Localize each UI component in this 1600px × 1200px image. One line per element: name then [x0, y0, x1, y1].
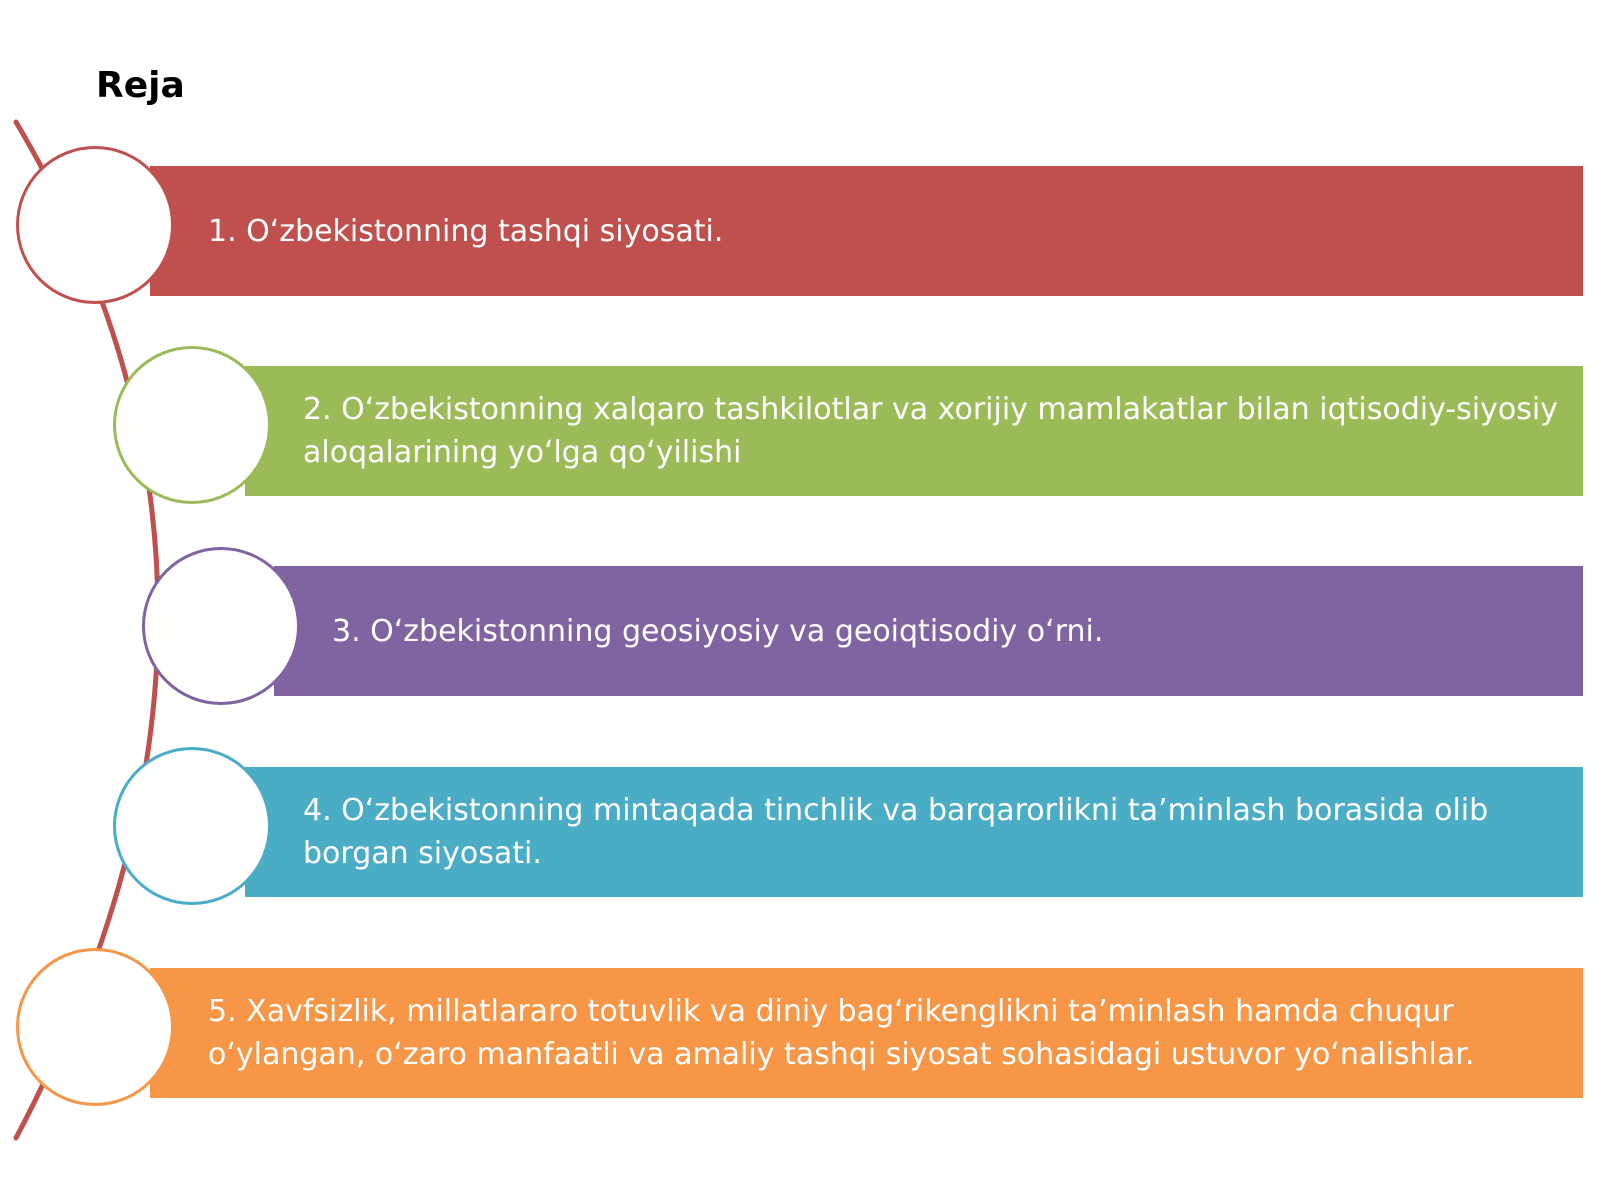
plan-item-2-circle [113, 346, 271, 504]
plan-item-3-text: 3. O‘zbekistonning geosiyosiy va geoiqtisodiy o‘rni. [332, 613, 1104, 649]
plan-item-1-text: 1. O‘zbekistonning tashqi siyosati. [208, 213, 724, 249]
plan-item-2-text: 2. O‘zbekistonning xalqaro tashkilotlar va xorijiy mamlakatlar bilan iqtisodiy-siyosiy aloqalarining yo‘lga qo‘yilishi [303, 392, 1558, 470]
plan-item-1-band [150, 166, 1583, 296]
plan-item-4-text: 4. O‘zbekistonning mintaqada tinchlik va barqarorlikni ta’minlash borasida olib borgan siyosati. [303, 793, 1489, 871]
plan-item-4-band [245, 767, 1583, 897]
plan-item-5-text: 5. Xavfsizlik, millatlararo totuvlik va diniy bag‘rikenglikni ta’minlash hamda chuqur o‘ylangan, o‘zaro manfaatli va amaliy tashqi siyosat sohasidagi ustuvor yo‘nalishlar. [208, 994, 1475, 1072]
plan-item-3-band [274, 566, 1583, 696]
plan-item-1-circle [16, 146, 174, 304]
slide-title: Reja [96, 65, 185, 106]
plan-item-5-circle [16, 948, 174, 1106]
plan-item-4-circle [113, 747, 271, 905]
plan-item-5-band [150, 968, 1583, 1098]
plan-item-3-circle [142, 547, 300, 705]
plan-item-2-band [245, 366, 1583, 496]
